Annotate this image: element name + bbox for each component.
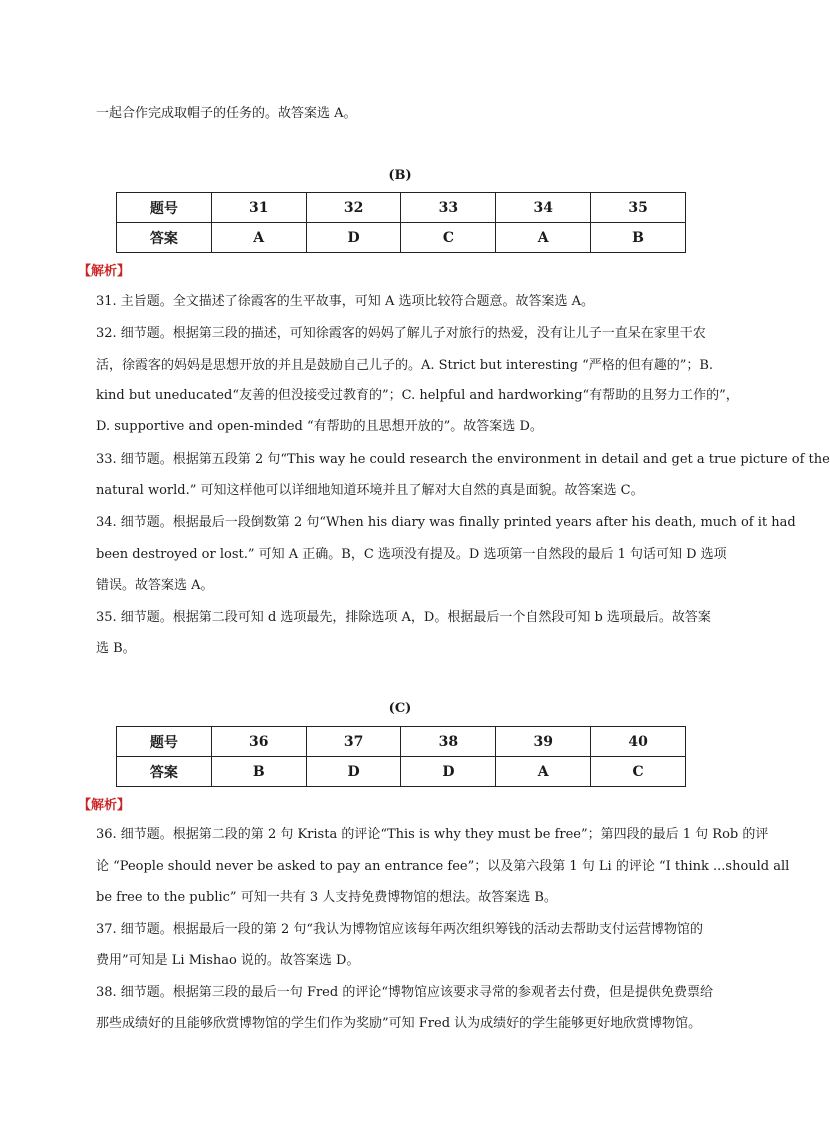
text-line: 选 B。 — [96, 641, 136, 656]
table-cell-answer: D — [306, 223, 401, 253]
table-cell-answer: A — [496, 757, 591, 787]
text-line: 错误。故答案选 A。 — [96, 578, 214, 593]
table-cell-number: 35 — [591, 193, 686, 223]
table-row-answer — [117, 223, 686, 253]
text-line: 38. 细节题。根据第三段的最后一句 Fred 的评论“博物馆应该要求寻常的参观者去付费，但是提供免费票给 — [96, 985, 713, 1000]
table-cell-number: 38 — [401, 727, 496, 757]
text-line: 那些成绩好的且能够欣赏博物馆的学生们作为奖励”可知 Fred 认为成绩好的学生能够更好地欣赏博物馆。 — [96, 1016, 702, 1031]
table-cell-number: 34 — [496, 193, 591, 223]
section-b-title: (B) — [388, 168, 412, 183]
table-cell-number: 33 — [401, 193, 496, 223]
table-cell-number: 31 — [211, 193, 306, 223]
table-head-number: 题号 — [117, 193, 212, 223]
text-line: 费用”可知是 Li Mishao 说的。故答案选 D。 — [96, 953, 360, 968]
text-line: 33. 细节题。根据第五段第 2 句“This way he could research the environment in detail and get a true picture of the — [96, 452, 830, 467]
table-cell-number: 37 — [306, 727, 401, 757]
text-line: 37. 细节题。根据最后一段的第 2 句“我认为博物馆应该每年两次组织筹钱的活动去帮助支付运营博物馆的 — [96, 922, 703, 937]
text-line: 35. 细节题。根据第二段可知 d 选项最先，排除选项 A，D。根据最后一个自然段可知 b 选项最后。故答案 — [96, 610, 711, 625]
text-line: natural world.” 可知这样他可以详细地知道环境并且了解对大自然的真是面貌。故答案选 C。 — [96, 483, 644, 498]
table-cell-answer: C — [591, 757, 686, 787]
table-cell-answer: C — [401, 223, 496, 253]
text-line: kind but uneducated“友善的但没接受过教育的”；C. helpful and hardworking“有帮助的且努力工作的”， — [96, 388, 739, 403]
text-line: been destroyed or lost.” 可知 A 正确。B，C 选项没有提及。D 选项第一自然段的最后 1 句话可知 D 选项 — [96, 547, 727, 562]
text-line: 34. 细节题。根据最后一段倒数第 2 句“When his diary was finally printed years after his death, much of it had — [96, 515, 796, 530]
text-line: 31. 主旨题。全文描述了徐霞客的生平故事，可知 A 选项比较符合题意。故答案选 A。 — [96, 294, 594, 309]
table-cell-answer: A — [211, 223, 306, 253]
answer-table-c — [116, 726, 686, 787]
table-row-number — [117, 193, 686, 223]
section-c-title: (C) — [388, 701, 412, 716]
table-cell-answer: D — [401, 757, 496, 787]
table-cell-answer: D — [306, 757, 401, 787]
table-cell-number: 39 — [496, 727, 591, 757]
table-head-answer: 答案 — [117, 223, 212, 253]
intro-line: 一起合作完成取帽子的任务的。故答案选 A。 — [96, 106, 357, 121]
table-cell-answer: B — [211, 757, 306, 787]
text-line: 活，徐霞客的妈妈是思想开放的并且是鼓励自己儿子的。A. Strict but interesting “严格的但有趣的”；B. — [96, 358, 714, 373]
table-row-answer — [117, 757, 686, 787]
analysis-label-b: 【解析】 — [78, 264, 131, 279]
table-head-number: 题号 — [117, 727, 212, 757]
table-cell-number: 40 — [591, 727, 686, 757]
table-head-answer: 答案 — [117, 757, 212, 787]
text-line: 32. 细节题。根据第三段的描述，可知徐霞客的妈妈了解儿子对旅行的热爱，没有让儿子一直呆在家里干农 — [96, 326, 706, 341]
table-cell-answer: B — [591, 223, 686, 253]
text-line: 36. 细节题。根据第二段的第 2 句 Krista 的评论“This is why they must be free”；第四段的最后 1 句 Rob 的评 — [96, 827, 769, 842]
text-line: 论 “People should never be asked to pay an entrance fee”；以及第六段第 1 句 Li 的评论 “I think ...should all — [96, 859, 790, 874]
table-cell-number: 32 — [306, 193, 401, 223]
text-line: D. supportive and open-minded “有帮助的且思想开放的”。故答案选 D。 — [96, 419, 543, 434]
answer-table-b — [116, 192, 686, 253]
text-line: be free to the public” 可知一共有 3 人支持免费博物馆的想法。故答案选 B。 — [96, 890, 557, 905]
analysis-label-c: 【解析】 — [78, 798, 131, 813]
table-cell-answer: A — [496, 223, 591, 253]
table-row-number — [117, 727, 686, 757]
table-cell-number: 36 — [211, 727, 306, 757]
